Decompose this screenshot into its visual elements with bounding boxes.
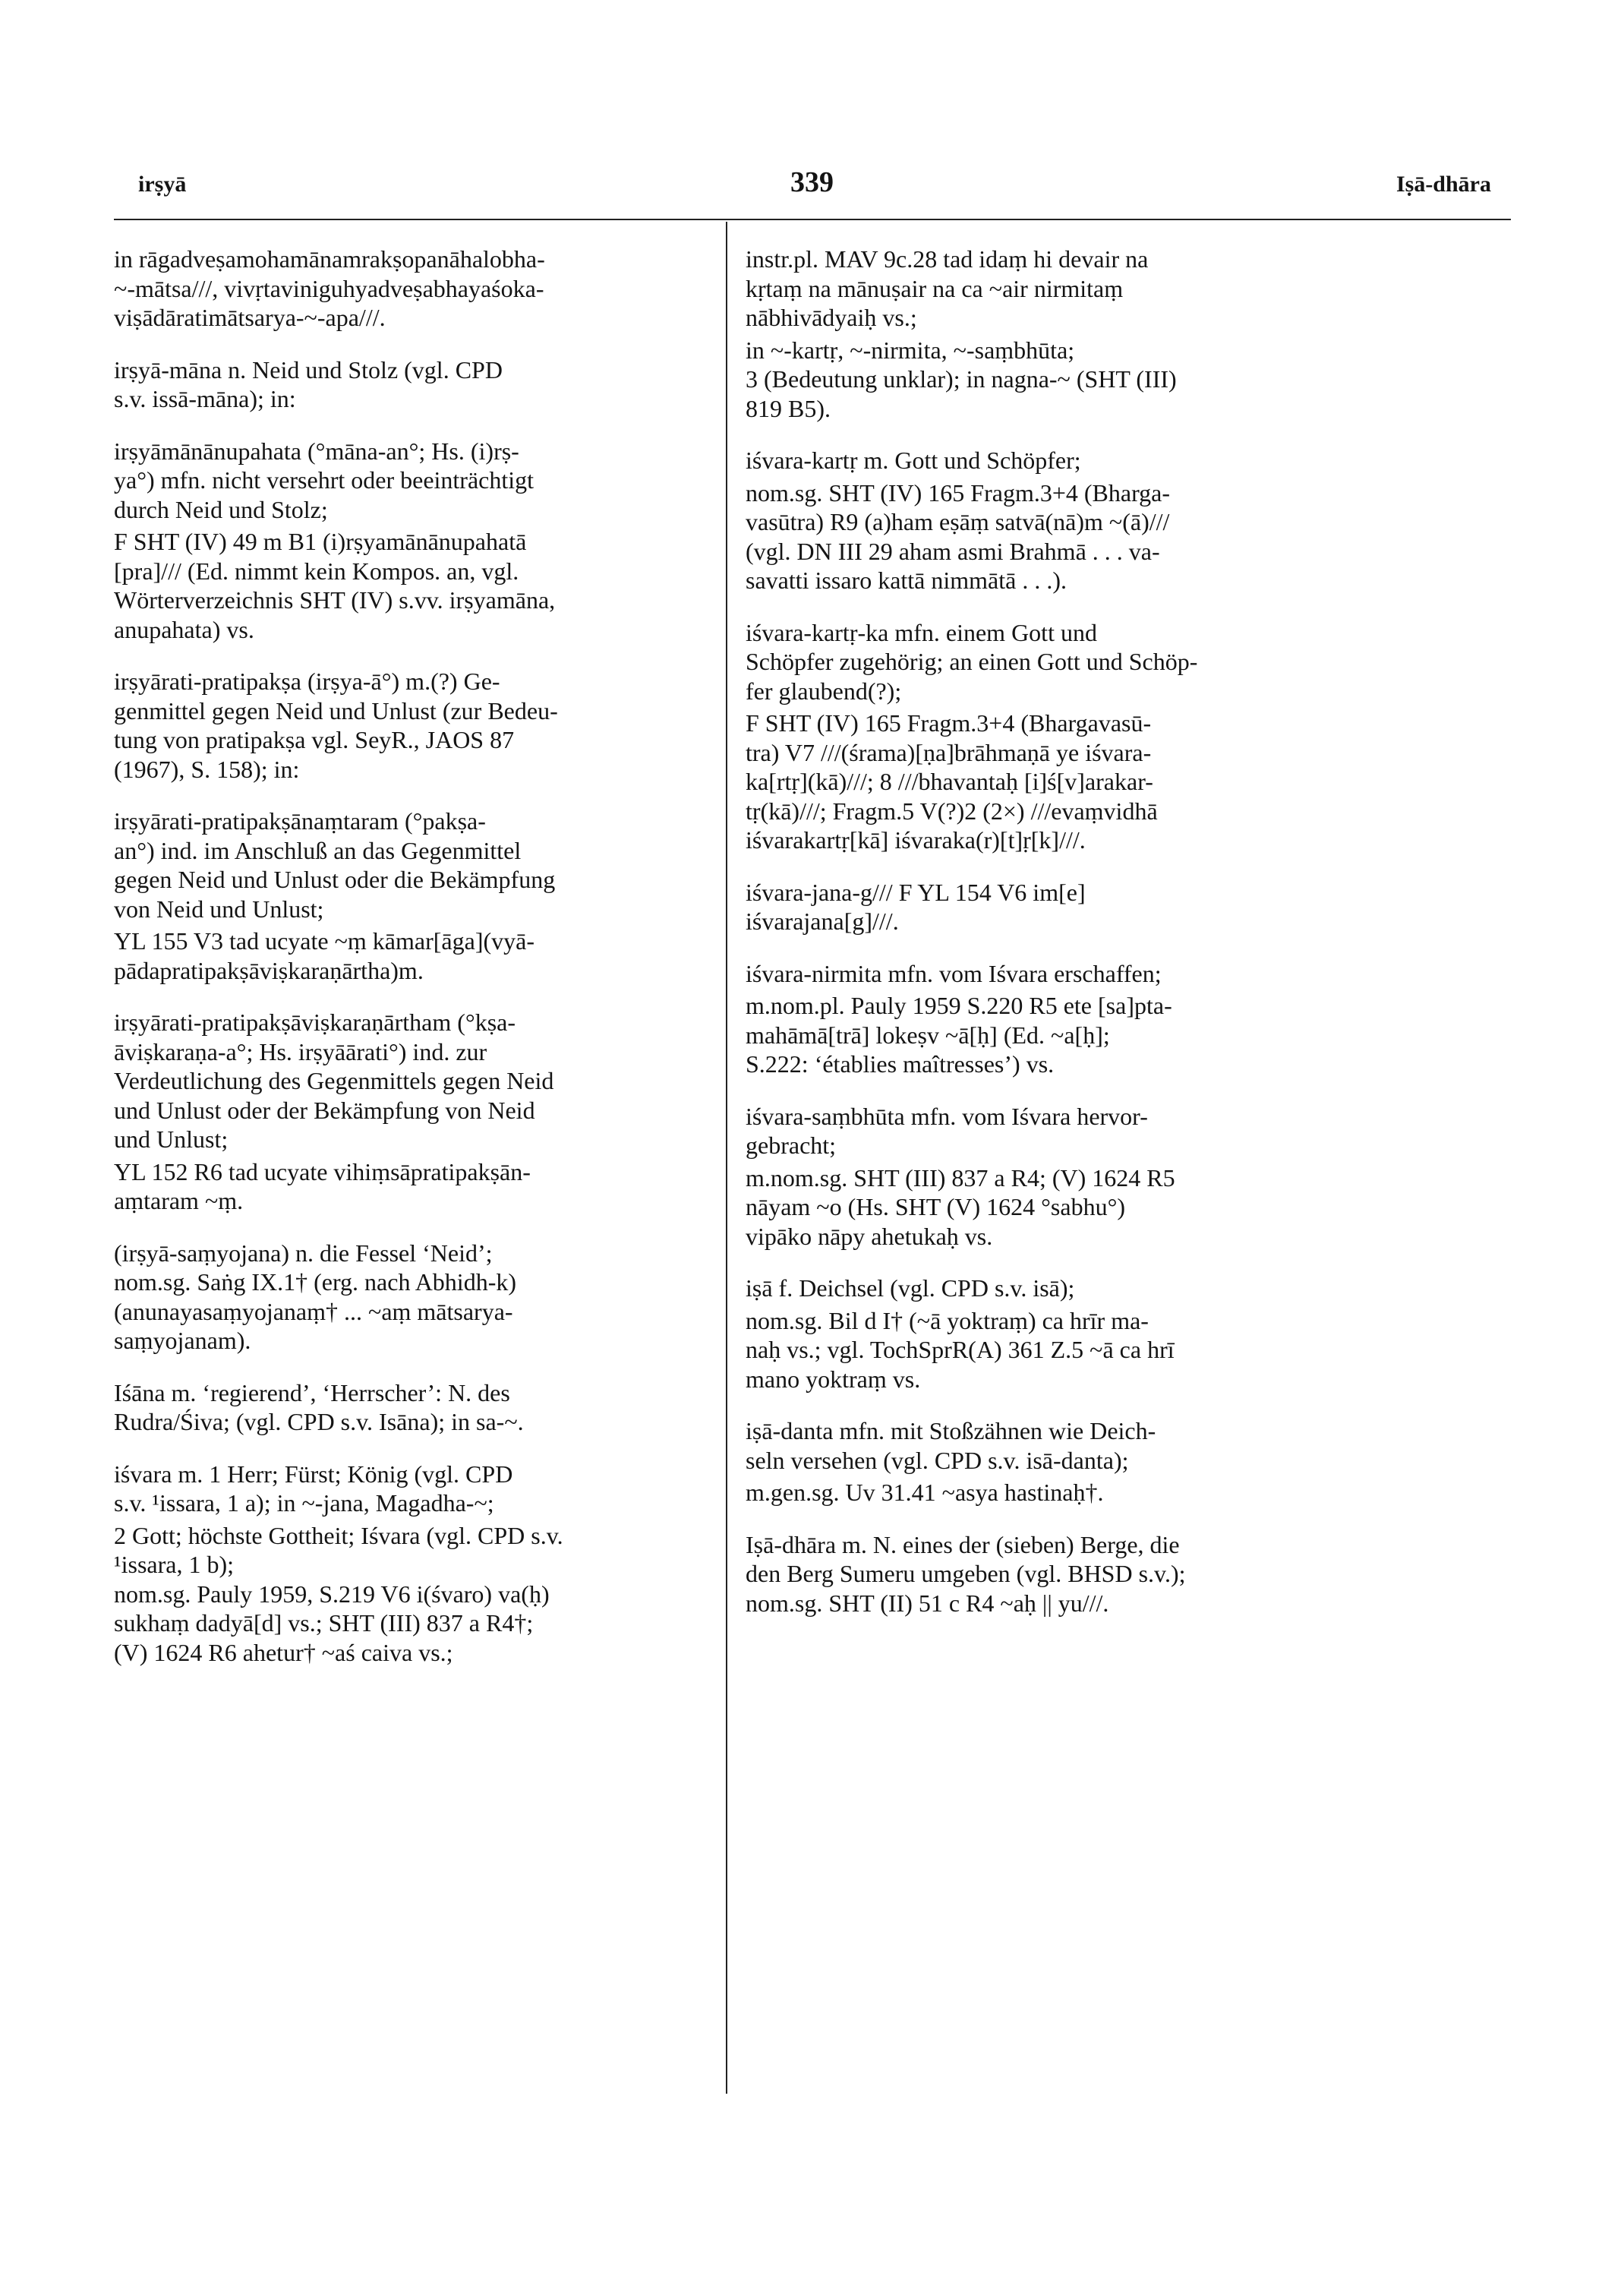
entry-line: nom.sg. SHT (II) 51 c R4 ~aḥ || yu///.: [746, 1589, 1109, 1617]
entry-line: iśvara-saṃbhūta mfn. vom Iśvara hervor-: [746, 1102, 1148, 1130]
entry-citation: [114, 527, 700, 644]
entry-line: Rudra/Śiva; (vgl. CPD s.v. Isāna); in sa-~.: [114, 1408, 524, 1435]
entry-line: iśvara-kartṛ-ka mfn. einem Gott und: [746, 618, 1097, 646]
entry-line: (1967), S. 158); in:: [114, 755, 300, 783]
entry-line: gegen Neid und Unlust oder die Bekämpfung: [114, 866, 556, 893]
entry-line: durch Neid und Stolz;: [114, 495, 328, 523]
entry-line: nom.sg. Saṅg IX.1† (erg. nach Abhidh-k): [114, 1268, 516, 1296]
citation-line: vasūtra) R9 (a)ham eṣāṃ satvā(nā)m ~(ā)///: [746, 508, 1170, 535]
entry-line: Iṣā-dhāra m. N. eines der (sieben) Berge, die: [746, 1530, 1180, 1558]
entry-line: ya°) mfn. nicht versehrt oder beeinträchtigt: [114, 466, 535, 494]
citation-line: savatti issaro kattā nimmātā . . .).: [746, 567, 1067, 594]
entry-line: seln versehen (vgl. CPD s.v. isā-danta);: [746, 1446, 1129, 1474]
entry-line: tung von pratipakṣa vgl. SeyR., JAOS 87: [114, 726, 515, 753]
entry-citation: [114, 1157, 700, 1216]
citation-line: ka[rtṛ](kā)///; 8 ///bhavantaḥ [i]ś[v]arakar-: [746, 768, 1153, 795]
citation-line: nāyam ~o (Hs. SHT (V) 1624 °sabhu°): [746, 1193, 1126, 1220]
entry-line: irṣyārati-pratipakṣāviṣkaraṇārtham (°kṣa-: [114, 1009, 516, 1036]
dictionary-entry: [746, 618, 1330, 855]
dictionary-entry: [746, 1416, 1330, 1507]
entry-line: fer glaubend(?);: [746, 677, 902, 705]
dictionary-entry: [746, 1102, 1330, 1252]
entry-citation: [746, 1306, 1330, 1394]
entry-line: und Unlust oder der Bekämpfung von Neid: [114, 1096, 535, 1124]
citation-line: 2 Gott; höchste Gottheit; Iśvara (vgl. CPD s.v.: [114, 1521, 563, 1549]
citation-line: iśvarakartṛ[kā] iśvaraka(r)[t]ṛ[k]///.: [746, 826, 1086, 854]
citation-line: aṃtaram ~ṃ.: [114, 1187, 244, 1214]
entry-line: den Berg Sumeru umgeben (vgl. BHSD s.v.);: [746, 1560, 1186, 1587]
entry-line: irṣyārati-pratipakṣānaṃtaram (°pakṣa-: [114, 807, 486, 835]
citation-line: naḥ vs.; vgl. TochSprR(A) 361 Z.5 ~ā ca hrī: [746, 1336, 1175, 1363]
entry-citation: [746, 478, 1330, 595]
entry-line: irṣyāmānānupahata (°māna-an°; Hs. (i)rṣ-: [114, 437, 519, 465]
right-column: [746, 245, 1330, 1640]
citation-line: (vgl. DN III 29 aham asmi Brahmā . . . va-: [746, 537, 1160, 565]
dictionary-entry: [746, 446, 1330, 595]
entry-citation: [746, 1478, 1330, 1507]
dictionary-entry: [114, 1378, 700, 1437]
entry-line: āviṣkaraṇa-a°; Hs. irṣyāārati°) ind. zur: [114, 1037, 487, 1065]
entry-line: in rāgadveṣamohamānamrakṣopanāhalobha-: [114, 245, 545, 273]
citation-line: vipāko nāpy ahetukaḥ vs.: [746, 1222, 993, 1250]
citation-line: 3 (Bedeutung unklar); in nagna-~ (SHT (III): [746, 365, 1177, 393]
entry-line: irṣyārati-pratipakṣa (irṣya-ā°) m.(?) Ge-: [114, 668, 500, 695]
citation-line: pādapratipakṣāviṣkaraṇārtha)m.: [114, 956, 424, 984]
dictionary-entry: [746, 1530, 1330, 1618]
entry-line: iṣā f. Deichsel (vgl. CPD s.v. isā);: [746, 1274, 1075, 1302]
entry-line: ~-mātsa///, vivṛtaviniguhyadveṣabhayaśoka-: [114, 274, 544, 302]
citation-line: nom.sg. Pauly 1959, S.219 V6 i(śvaro) va(ḥ): [114, 1580, 550, 1608]
dictionary-entry: [746, 1274, 1330, 1394]
citation-line: F SHT (IV) 49 m B1 (i)rṣyamānānupahatā: [114, 528, 527, 555]
entry-citation: [746, 336, 1330, 424]
citation-line: 819 B5).: [746, 394, 831, 422]
entry-line: s.v. ¹issara, 1 a); in ~-jana, Magadha-~;: [114, 1489, 494, 1517]
citation-line: m.nom.pl. Pauly 1959 S.220 R5 ete [sa]pta-: [746, 992, 1172, 1019]
entry-line: iśvara-jana-g/// F YL 154 V6 im[e]: [746, 878, 1086, 906]
citation-line: m.gen.sg. Uv 31.41 ~asya hastinaḥ†.: [746, 1479, 1104, 1506]
citation-line: anupahata) vs.: [114, 615, 254, 643]
entry-line: iṣā-danta mfn. mit Stoßzähnen wie Deich-: [746, 1417, 1156, 1444]
dictionary-entry: [114, 806, 700, 985]
citation-line: YL 152 R6 tad ucyate vihiṃsāpratipakṣān-: [114, 1157, 531, 1185]
dictionary-entry: [746, 878, 1330, 936]
citation-line: nom.sg. Bil d I† (~ā yoktraṃ) ca hrīr ma-: [746, 1306, 1149, 1334]
entry-citation: [746, 709, 1330, 855]
entry-citation: [114, 926, 700, 985]
entry-line: kṛtaṃ na mānuṣair na ca ~air nirmitaṃ: [746, 274, 1124, 302]
left-headword: irṣyā: [138, 172, 187, 197]
citation-line: Wörterverzeichnis SHT (IV) s.vv. irṣyamāna,: [114, 586, 556, 614]
entry-line: irṣyā-māna n. Neid und Stolz (vgl. CPD: [114, 355, 503, 384]
entry-line: iśvara m. 1 Herr; Fürst; König (vgl. CPD: [114, 1460, 513, 1488]
entry-line: (irṣyā-saṃyojana) n. die Fessel ‘Neid’;: [114, 1239, 493, 1267]
header-rule: [114, 219, 1511, 220]
entry-line: Verdeutlichung des Gegenmittels gegen Neid: [114, 1067, 554, 1094]
entry-line: (anunayasaṃyojanaṃ† ... ~aṃ mātsarya-: [114, 1297, 513, 1325]
citation-line: mahāmā[trā] lokeṣv ~ā[ḥ] (Ed. ~a[ḥ];: [746, 1021, 1110, 1049]
entry-line: von Neid und Unlust;: [114, 895, 324, 923]
dictionary-entry: [114, 245, 700, 333]
page-header: [0, 166, 1624, 217]
entry-line: an°) ind. im Anschluß an das Gegenmittel: [114, 836, 522, 864]
citation-line: F SHT (IV) 165 Fragm.3+4 (Bhargavasū-: [746, 709, 1152, 737]
entry-line: gebracht;: [746, 1132, 837, 1159]
citation-line: YL 155 V3 tad ucyate ~ṃ kāmar[āga](vyā-: [114, 927, 535, 955]
citation-line: tra) V7 ///(śrama)[ṇa]brāhmaṇā ye iśvara-: [746, 738, 1152, 766]
column-divider: [726, 222, 727, 2094]
entry-line: genmittel gegen Neid und Unlust (zur Bedeu-: [114, 696, 558, 724]
citation-line: nom.sg. SHT (IV) 165 Fragm.3+4 (Bharga-: [746, 478, 1171, 507]
dictionary-entry: [746, 959, 1330, 1079]
citation-line: in ~-kartṛ, ~-nirmita, ~-saṃbhūta;: [746, 336, 1075, 364]
entry-line: und Unlust;: [114, 1125, 229, 1153]
citation-line: [pra]/// (Ed. nimmt kein Kompos. an, vgl.: [114, 557, 519, 585]
right-headword: Iṣā-dhāra: [1395, 172, 1491, 197]
page-number: 339: [790, 166, 834, 198]
entry-citation: [746, 991, 1330, 1079]
dictionary-entry: [114, 437, 700, 645]
entry-line: Iśāna m. ‘regierend’, ‘Herrscher’: N. des: [114, 1378, 510, 1406]
dictionary-entry: [114, 1239, 700, 1356]
dictionary-entry: [114, 1008, 700, 1216]
dictionary-entry: [114, 355, 700, 414]
citation-line: sukhaṃ dadyā[d] vs.; SHT (III) 837 a R4†;: [114, 1609, 534, 1637]
dictionary-entry: [114, 667, 700, 784]
citation-line: mano yoktraṃ vs.: [746, 1365, 921, 1393]
entry-line: s.v. issā-māna); in:: [114, 385, 296, 412]
entry-citation: [746, 1163, 1330, 1252]
entry-line: viṣādāratimātsarya-~-apa///.: [114, 304, 386, 331]
entry-line: Schöpfer zugehörig; an einen Gott und Schöp-: [746, 648, 1198, 675]
entry-line: iśvara-nirmita mfn. vom Iśvara erschaffen;: [746, 959, 1162, 987]
citation-line: tṛ(kā)///; Fragm.5 V(?)2 (2×) ///evaṃvidhā: [746, 797, 1158, 825]
left-column: [114, 245, 700, 1690]
dictionary-entry: [746, 245, 1330, 423]
entry-line: saṃyojanam).: [114, 1327, 251, 1354]
entry-citation: [114, 1521, 700, 1668]
dictionary-entry: [114, 1460, 700, 1668]
citation-line: S.222: ‘établies maîtresses’) vs.: [746, 1050, 1055, 1078]
entry-line: iśvara-kartṛ m. Gott und Schöpfer;: [746, 447, 1081, 474]
entry-line: nābhivādyaiḥ vs.;: [746, 304, 917, 331]
entry-line: iśvarajana[g]///.: [746, 907, 899, 935]
entry-line: instr.pl. MAV 9c.28 tad idaṃ hi devair na: [746, 245, 1149, 273]
citation-line: (V) 1624 R6 ahetur† ~aś caiva vs.;: [114, 1638, 453, 1666]
citation-line: m.nom.sg. SHT (III) 837 a R4; (V) 1624 R5: [746, 1163, 1175, 1192]
citation-line: ¹issara, 1 b);: [114, 1551, 234, 1578]
